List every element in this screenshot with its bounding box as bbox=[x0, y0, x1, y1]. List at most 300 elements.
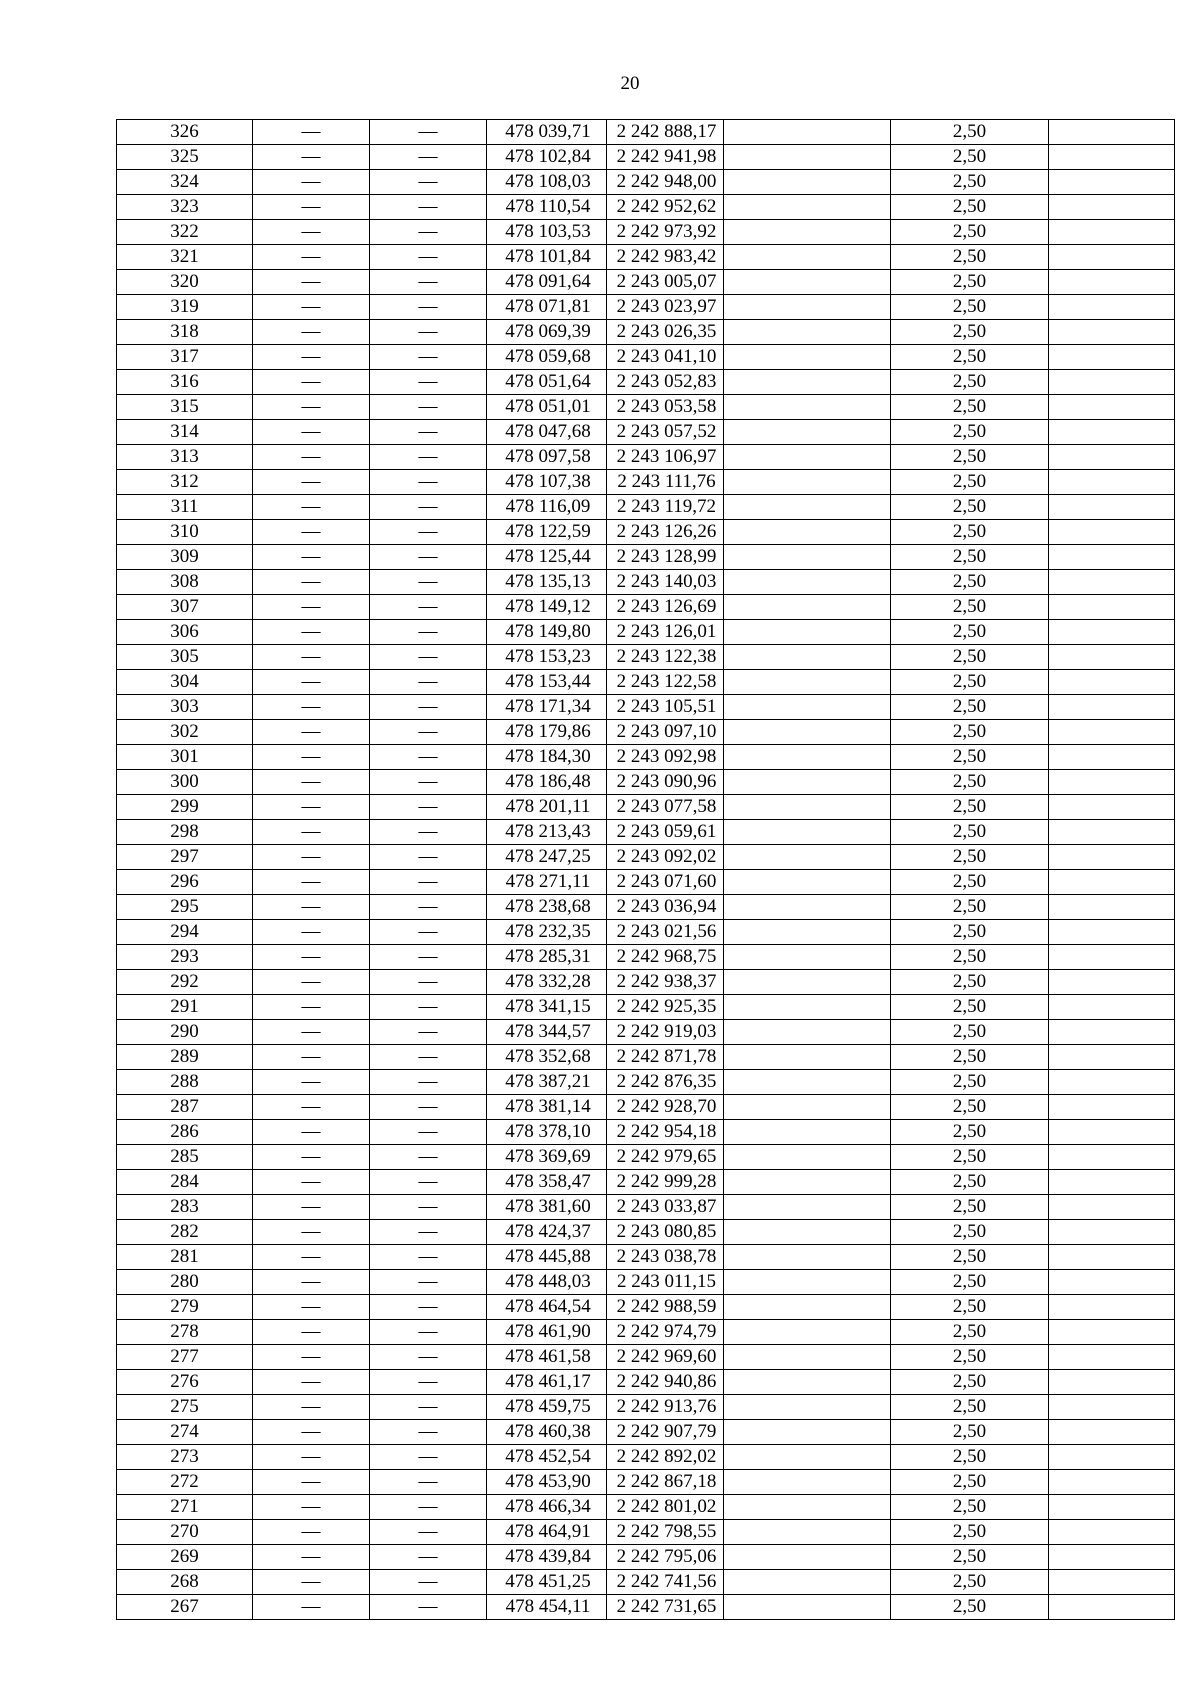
point-number-cell: 304 bbox=[117, 670, 253, 695]
value-cell: 2,50 bbox=[891, 1195, 1049, 1220]
empty-cell bbox=[724, 420, 891, 445]
x-coordinate-cell: 478 069,39 bbox=[487, 320, 607, 345]
point-number-cell: 276 bbox=[117, 1370, 253, 1395]
x-coordinate-cell: 478 051,64 bbox=[487, 370, 607, 395]
table-row bbox=[117, 345, 1175, 370]
empty-cell bbox=[1049, 1545, 1175, 1570]
point-number-cell: 299 bbox=[117, 795, 253, 820]
dash-cell: — bbox=[370, 795, 487, 820]
value-cell: 2,50 bbox=[891, 1095, 1049, 1120]
value-cell: 2,50 bbox=[891, 1020, 1049, 1045]
empty-cell bbox=[724, 220, 891, 245]
x-coordinate-cell: 478 381,14 bbox=[487, 1095, 607, 1120]
x-coordinate-cell: 478 369,69 bbox=[487, 1145, 607, 1170]
dash-cell: — bbox=[253, 270, 370, 295]
empty-cell bbox=[724, 1195, 891, 1220]
x-coordinate-cell: 478 381,60 bbox=[487, 1195, 607, 1220]
point-number-cell: 296 bbox=[117, 870, 253, 895]
empty-cell bbox=[1049, 245, 1175, 270]
dash-cell: — bbox=[253, 445, 370, 470]
value-cell: 2,50 bbox=[891, 945, 1049, 970]
y-coordinate-cell: 2 243 038,78 bbox=[607, 1245, 724, 1270]
point-number-cell: 325 bbox=[117, 145, 253, 170]
x-coordinate-cell: 478 461,17 bbox=[487, 1370, 607, 1395]
empty-cell bbox=[1049, 145, 1175, 170]
dash-cell: — bbox=[253, 1570, 370, 1595]
empty-cell bbox=[1049, 995, 1175, 1020]
y-coordinate-cell: 2 242 999,28 bbox=[607, 1170, 724, 1195]
empty-cell bbox=[1049, 920, 1175, 945]
y-coordinate-cell: 2 243 053,58 bbox=[607, 395, 724, 420]
value-cell: 2,50 bbox=[891, 645, 1049, 670]
x-coordinate-cell: 478 047,68 bbox=[487, 420, 607, 445]
dash-cell: — bbox=[253, 1220, 370, 1245]
empty-cell bbox=[724, 770, 891, 795]
point-number-cell: 284 bbox=[117, 1170, 253, 1195]
point-number-cell: 274 bbox=[117, 1420, 253, 1445]
table-row bbox=[117, 795, 1175, 820]
y-coordinate-cell: 2 242 948,00 bbox=[607, 170, 724, 195]
empty-cell bbox=[1049, 570, 1175, 595]
point-number-cell: 307 bbox=[117, 595, 253, 620]
dash-cell: — bbox=[253, 1195, 370, 1220]
table-row bbox=[117, 670, 1175, 695]
x-coordinate-cell: 478 184,30 bbox=[487, 745, 607, 770]
y-coordinate-cell: 2 243 071,60 bbox=[607, 870, 724, 895]
point-number-cell: 305 bbox=[117, 645, 253, 670]
value-cell: 2,50 bbox=[891, 270, 1049, 295]
empty-cell bbox=[724, 1545, 891, 1570]
empty-cell bbox=[1049, 970, 1175, 995]
point-number-cell: 281 bbox=[117, 1245, 253, 1270]
empty-cell bbox=[1049, 1595, 1175, 1620]
y-coordinate-cell: 2 243 011,15 bbox=[607, 1270, 724, 1295]
value-cell: 2,50 bbox=[891, 1270, 1049, 1295]
dash-cell: — bbox=[370, 1545, 487, 1570]
empty-cell bbox=[1049, 1095, 1175, 1120]
empty-cell bbox=[724, 1170, 891, 1195]
value-cell: 2,50 bbox=[891, 920, 1049, 945]
value-cell: 2,50 bbox=[891, 1045, 1049, 1070]
value-cell: 2,50 bbox=[891, 845, 1049, 870]
y-coordinate-cell: 2 242 925,35 bbox=[607, 995, 724, 1020]
dash-cell: — bbox=[370, 670, 487, 695]
x-coordinate-cell: 478 285,31 bbox=[487, 945, 607, 970]
dash-cell: — bbox=[370, 1595, 487, 1620]
dash-cell: — bbox=[370, 1195, 487, 1220]
point-number-cell: 314 bbox=[117, 420, 253, 445]
dash-cell: — bbox=[253, 295, 370, 320]
point-number-cell: 282 bbox=[117, 1220, 253, 1245]
dash-cell: — bbox=[253, 1070, 370, 1095]
point-number-cell: 272 bbox=[117, 1470, 253, 1495]
empty-cell bbox=[724, 895, 891, 920]
y-coordinate-cell: 2 242 954,18 bbox=[607, 1120, 724, 1145]
value-cell: 2,50 bbox=[891, 895, 1049, 920]
value-cell: 2,50 bbox=[891, 1495, 1049, 1520]
empty-cell bbox=[724, 1470, 891, 1495]
x-coordinate-cell: 478 122,59 bbox=[487, 520, 607, 545]
empty-cell bbox=[724, 745, 891, 770]
value-cell: 2,50 bbox=[891, 570, 1049, 595]
dash-cell: — bbox=[370, 270, 487, 295]
table-row bbox=[117, 895, 1175, 920]
empty-cell bbox=[1049, 1370, 1175, 1395]
value-cell: 2,50 bbox=[891, 820, 1049, 845]
dash-cell: — bbox=[253, 220, 370, 245]
dash-cell: — bbox=[253, 1370, 370, 1395]
empty-cell bbox=[724, 1395, 891, 1420]
x-coordinate-cell: 478 453,90 bbox=[487, 1470, 607, 1495]
x-coordinate-cell: 478 464,54 bbox=[487, 1295, 607, 1320]
value-cell: 2,50 bbox=[891, 195, 1049, 220]
empty-cell bbox=[724, 1520, 891, 1545]
value-cell: 2,50 bbox=[891, 1245, 1049, 1270]
value-cell: 2,50 bbox=[891, 1345, 1049, 1370]
dash-cell: — bbox=[370, 170, 487, 195]
y-coordinate-cell: 2 243 126,69 bbox=[607, 595, 724, 620]
table-row bbox=[117, 420, 1175, 445]
table-row bbox=[117, 470, 1175, 495]
table-row bbox=[117, 1070, 1175, 1095]
value-cell: 2,50 bbox=[891, 1595, 1049, 1620]
value-cell: 2,50 bbox=[891, 995, 1049, 1020]
x-coordinate-cell: 478 378,10 bbox=[487, 1120, 607, 1145]
y-coordinate-cell: 2 242 876,35 bbox=[607, 1070, 724, 1095]
x-coordinate-cell: 478 110,54 bbox=[487, 195, 607, 220]
dash-cell: — bbox=[370, 1045, 487, 1070]
table-row bbox=[117, 1145, 1175, 1170]
point-number-cell: 291 bbox=[117, 995, 253, 1020]
empty-cell bbox=[1049, 1145, 1175, 1170]
dash-cell: — bbox=[370, 1245, 487, 1270]
x-coordinate-cell: 478 464,91 bbox=[487, 1520, 607, 1545]
dash-cell: — bbox=[253, 370, 370, 395]
value-cell: 2,50 bbox=[891, 1070, 1049, 1095]
dash-cell: — bbox=[253, 845, 370, 870]
dash-cell: — bbox=[370, 1145, 487, 1170]
empty-cell bbox=[1049, 1520, 1175, 1545]
value-cell: 2,50 bbox=[891, 1370, 1049, 1395]
empty-cell bbox=[1049, 895, 1175, 920]
dash-cell: — bbox=[253, 1545, 370, 1570]
x-coordinate-cell: 478 238,68 bbox=[487, 895, 607, 920]
x-coordinate-cell: 478 461,58 bbox=[487, 1345, 607, 1370]
dash-cell: — bbox=[253, 545, 370, 570]
dash-cell: — bbox=[370, 945, 487, 970]
y-coordinate-cell: 2 243 023,97 bbox=[607, 295, 724, 320]
dash-cell: — bbox=[370, 145, 487, 170]
table-row bbox=[117, 120, 1175, 145]
dash-cell: — bbox=[370, 1120, 487, 1145]
x-coordinate-cell: 478 051,01 bbox=[487, 395, 607, 420]
value-cell: 2,50 bbox=[891, 595, 1049, 620]
point-number-cell: 270 bbox=[117, 1520, 253, 1545]
y-coordinate-cell: 2 242 974,79 bbox=[607, 1320, 724, 1345]
dash-cell: — bbox=[253, 1020, 370, 1045]
y-coordinate-cell: 2 242 871,78 bbox=[607, 1045, 724, 1070]
empty-cell bbox=[1049, 270, 1175, 295]
x-coordinate-cell: 478 171,34 bbox=[487, 695, 607, 720]
dash-cell: — bbox=[370, 495, 487, 520]
table-row bbox=[117, 245, 1175, 270]
empty-cell bbox=[724, 245, 891, 270]
point-number-cell: 308 bbox=[117, 570, 253, 595]
dash-cell: — bbox=[253, 870, 370, 895]
y-coordinate-cell: 2 243 005,07 bbox=[607, 270, 724, 295]
table-row bbox=[117, 1220, 1175, 1245]
dash-cell: — bbox=[253, 120, 370, 145]
dash-cell: — bbox=[370, 295, 487, 320]
dash-cell: — bbox=[253, 770, 370, 795]
y-coordinate-cell: 2 243 111,76 bbox=[607, 470, 724, 495]
table-row bbox=[117, 1370, 1175, 1395]
empty-cell bbox=[724, 1420, 891, 1445]
x-coordinate-cell: 478 071,81 bbox=[487, 295, 607, 320]
empty-cell bbox=[724, 920, 891, 945]
x-coordinate-cell: 478 213,43 bbox=[487, 820, 607, 845]
point-number-cell: 317 bbox=[117, 345, 253, 370]
point-number-cell: 280 bbox=[117, 1270, 253, 1295]
value-cell: 2,50 bbox=[891, 1445, 1049, 1470]
empty-cell bbox=[724, 1595, 891, 1620]
dash-cell: — bbox=[253, 1095, 370, 1120]
value-cell: 2,50 bbox=[891, 120, 1049, 145]
dash-cell: — bbox=[370, 545, 487, 570]
y-coordinate-cell: 2 243 026,35 bbox=[607, 320, 724, 345]
dash-cell: — bbox=[370, 1095, 487, 1120]
point-number-cell: 321 bbox=[117, 245, 253, 270]
dash-cell: — bbox=[253, 395, 370, 420]
empty-cell bbox=[1049, 1070, 1175, 1095]
dash-cell: — bbox=[253, 1145, 370, 1170]
dash-cell: — bbox=[370, 220, 487, 245]
x-coordinate-cell: 478 424,37 bbox=[487, 1220, 607, 1245]
dash-cell: — bbox=[253, 1520, 370, 1545]
empty-cell bbox=[724, 820, 891, 845]
point-number-cell: 326 bbox=[117, 120, 253, 145]
empty-cell bbox=[724, 545, 891, 570]
table-row bbox=[117, 870, 1175, 895]
value-cell: 2,50 bbox=[891, 1420, 1049, 1445]
dash-cell: — bbox=[253, 720, 370, 745]
y-coordinate-cell: 2 242 919,03 bbox=[607, 1020, 724, 1045]
dash-cell: — bbox=[370, 620, 487, 645]
dash-cell: — bbox=[370, 370, 487, 395]
value-cell: 2,50 bbox=[891, 695, 1049, 720]
value-cell: 2,50 bbox=[891, 295, 1049, 320]
table-row bbox=[117, 1595, 1175, 1620]
dash-cell: — bbox=[253, 1045, 370, 1070]
value-cell: 2,50 bbox=[891, 170, 1049, 195]
empty-cell bbox=[724, 870, 891, 895]
dash-cell: — bbox=[253, 1345, 370, 1370]
point-number-cell: 315 bbox=[117, 395, 253, 420]
value-cell: 2,50 bbox=[891, 245, 1049, 270]
y-coordinate-cell: 2 243 090,96 bbox=[607, 770, 724, 795]
empty-cell bbox=[724, 570, 891, 595]
page-number: 20 bbox=[620, 73, 640, 94]
dash-cell: — bbox=[370, 720, 487, 745]
dash-cell: — bbox=[253, 1245, 370, 1270]
dash-cell: — bbox=[370, 1020, 487, 1045]
y-coordinate-cell: 2 243 106,97 bbox=[607, 445, 724, 470]
empty-cell bbox=[724, 1045, 891, 1070]
dash-cell: — bbox=[370, 1420, 487, 1445]
value-cell: 2,50 bbox=[891, 720, 1049, 745]
dash-cell: — bbox=[253, 970, 370, 995]
point-number-cell: 290 bbox=[117, 1020, 253, 1045]
dash-cell: — bbox=[370, 870, 487, 895]
empty-cell bbox=[724, 170, 891, 195]
table-row bbox=[117, 845, 1175, 870]
x-coordinate-cell: 478 344,57 bbox=[487, 1020, 607, 1045]
empty-cell bbox=[1049, 545, 1175, 570]
table-row bbox=[117, 1495, 1175, 1520]
value-cell: 2,50 bbox=[891, 545, 1049, 570]
point-number-cell: 311 bbox=[117, 495, 253, 520]
empty-cell bbox=[724, 695, 891, 720]
value-cell: 2,50 bbox=[891, 1320, 1049, 1345]
dash-cell: — bbox=[253, 1595, 370, 1620]
empty-cell bbox=[1049, 320, 1175, 345]
table-row bbox=[117, 970, 1175, 995]
empty-cell bbox=[724, 1320, 891, 1345]
table-row bbox=[117, 745, 1175, 770]
x-coordinate-cell: 478 102,84 bbox=[487, 145, 607, 170]
point-number-cell: 286 bbox=[117, 1120, 253, 1145]
dash-cell: — bbox=[253, 670, 370, 695]
point-number-cell: 309 bbox=[117, 545, 253, 570]
y-coordinate-cell: 2 242 988,59 bbox=[607, 1295, 724, 1320]
dash-cell: — bbox=[253, 145, 370, 170]
dash-cell: — bbox=[370, 845, 487, 870]
empty-cell bbox=[724, 845, 891, 870]
empty-cell bbox=[1049, 1470, 1175, 1495]
y-coordinate-cell: 2 242 940,86 bbox=[607, 1370, 724, 1395]
empty-cell bbox=[724, 1070, 891, 1095]
dash-cell: — bbox=[253, 820, 370, 845]
value-cell: 2,50 bbox=[891, 1120, 1049, 1145]
point-number-cell: 275 bbox=[117, 1395, 253, 1420]
x-coordinate-cell: 478 466,34 bbox=[487, 1495, 607, 1520]
dash-cell: — bbox=[253, 320, 370, 345]
coordinates-table bbox=[116, 119, 1175, 1620]
value-cell: 2,50 bbox=[891, 770, 1049, 795]
empty-cell bbox=[1049, 720, 1175, 745]
dash-cell: — bbox=[253, 695, 370, 720]
dash-cell: — bbox=[253, 1295, 370, 1320]
dash-cell: — bbox=[253, 1495, 370, 1520]
dash-cell: — bbox=[370, 1070, 487, 1095]
dash-cell: — bbox=[370, 645, 487, 670]
empty-cell bbox=[1049, 170, 1175, 195]
empty-cell bbox=[1049, 1345, 1175, 1370]
empty-cell bbox=[724, 1145, 891, 1170]
table-row bbox=[117, 145, 1175, 170]
point-number-cell: 285 bbox=[117, 1145, 253, 1170]
y-coordinate-cell: 2 242 941,98 bbox=[607, 145, 724, 170]
empty-cell bbox=[724, 1095, 891, 1120]
point-number-cell: 302 bbox=[117, 720, 253, 745]
point-number-cell: 316 bbox=[117, 370, 253, 395]
dash-cell: — bbox=[370, 895, 487, 920]
x-coordinate-cell: 478 135,13 bbox=[487, 570, 607, 595]
x-coordinate-cell: 478 332,28 bbox=[487, 970, 607, 995]
y-coordinate-cell: 2 242 969,60 bbox=[607, 1345, 724, 1370]
dash-cell: — bbox=[370, 695, 487, 720]
table-row bbox=[117, 195, 1175, 220]
point-number-cell: 318 bbox=[117, 320, 253, 345]
y-coordinate-cell: 2 243 052,83 bbox=[607, 370, 724, 395]
dash-cell: — bbox=[253, 170, 370, 195]
x-coordinate-cell: 478 352,68 bbox=[487, 1045, 607, 1070]
table-row bbox=[117, 295, 1175, 320]
dash-cell: — bbox=[370, 770, 487, 795]
dash-cell: — bbox=[253, 995, 370, 1020]
dash-cell: — bbox=[370, 395, 487, 420]
y-coordinate-cell: 2 242 928,70 bbox=[607, 1095, 724, 1120]
x-coordinate-cell: 478 116,09 bbox=[487, 495, 607, 520]
y-coordinate-cell: 2 243 092,02 bbox=[607, 845, 724, 870]
x-coordinate-cell: 478 108,03 bbox=[487, 170, 607, 195]
point-number-cell: 297 bbox=[117, 845, 253, 870]
empty-cell bbox=[724, 1570, 891, 1595]
value-cell: 2,50 bbox=[891, 520, 1049, 545]
empty-cell bbox=[1049, 1395, 1175, 1420]
y-coordinate-cell: 2 242 731,65 bbox=[607, 1595, 724, 1620]
y-coordinate-cell: 2 243 140,03 bbox=[607, 570, 724, 595]
y-coordinate-cell: 2 242 795,06 bbox=[607, 1545, 724, 1570]
empty-cell bbox=[724, 1445, 891, 1470]
dash-cell: — bbox=[370, 470, 487, 495]
x-coordinate-cell: 478 059,68 bbox=[487, 345, 607, 370]
empty-cell bbox=[724, 270, 891, 295]
empty-cell bbox=[724, 370, 891, 395]
point-number-cell: 268 bbox=[117, 1570, 253, 1595]
dash-cell: — bbox=[253, 1470, 370, 1495]
y-coordinate-cell: 2 242 968,75 bbox=[607, 945, 724, 970]
empty-cell bbox=[724, 1220, 891, 1245]
y-coordinate-cell: 2 243 033,87 bbox=[607, 1195, 724, 1220]
table-row bbox=[117, 620, 1175, 645]
dash-cell: — bbox=[253, 645, 370, 670]
value-cell: 2,50 bbox=[891, 1470, 1049, 1495]
table-row bbox=[117, 1395, 1175, 1420]
y-coordinate-cell: 2 242 888,17 bbox=[607, 120, 724, 145]
empty-cell bbox=[1049, 745, 1175, 770]
value-cell: 2,50 bbox=[891, 870, 1049, 895]
dash-cell: — bbox=[370, 1520, 487, 1545]
point-number-cell: 279 bbox=[117, 1295, 253, 1320]
value-cell: 2,50 bbox=[891, 470, 1049, 495]
empty-cell bbox=[1049, 620, 1175, 645]
empty-cell bbox=[1049, 795, 1175, 820]
point-number-cell: 269 bbox=[117, 1545, 253, 1570]
value-cell: 2,50 bbox=[891, 620, 1049, 645]
y-coordinate-cell: 2 242 741,56 bbox=[607, 1570, 724, 1595]
dash-cell: — bbox=[253, 420, 370, 445]
table-row bbox=[117, 1095, 1175, 1120]
point-number-cell: 323 bbox=[117, 195, 253, 220]
dash-cell: — bbox=[253, 520, 370, 545]
dash-cell: — bbox=[253, 1395, 370, 1420]
table-row bbox=[117, 1195, 1175, 1220]
empty-cell bbox=[1049, 645, 1175, 670]
value-cell: 2,50 bbox=[891, 1170, 1049, 1195]
empty-cell bbox=[724, 520, 891, 545]
empty-cell bbox=[724, 120, 891, 145]
